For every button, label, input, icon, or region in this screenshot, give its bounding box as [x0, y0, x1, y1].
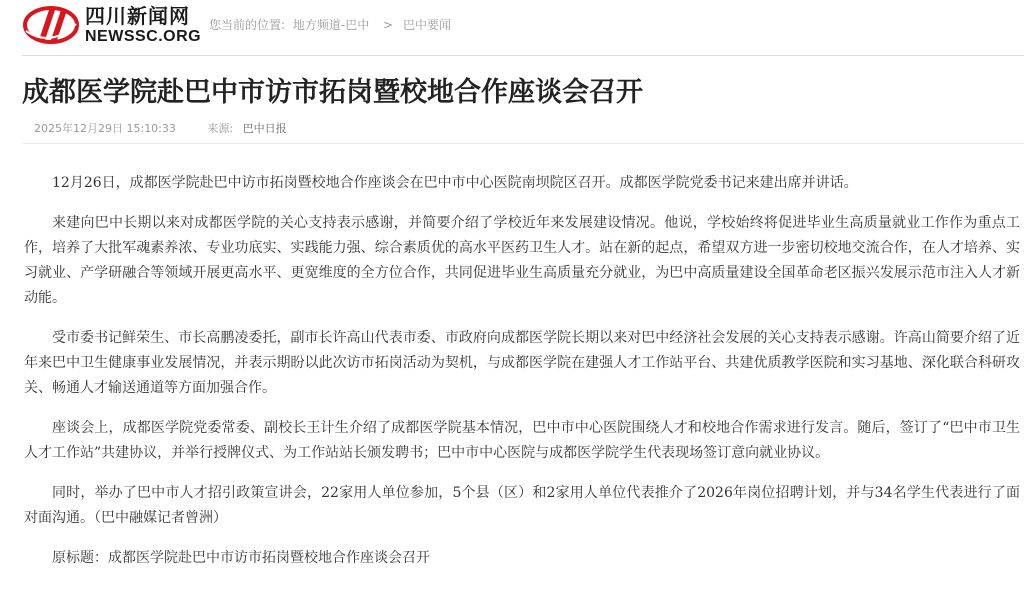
breadcrumb-item-channel[interactable]: 地方频道-巴中 [292, 18, 370, 32]
breadcrumb-separator: > [383, 18, 394, 32]
article-paragraph: 来建向巴中长期以来对成都医学院的关心支持表示感谢，并简要介绍了学校近年来发展建设情况。他说，学校始终将促进毕业生高质量就业工作作为重点工作，培养了大批军魂素养浓、专业功底实、实践能力强、综合素质优的高水平医药卫生人才。站在新的起点，希望双方进一步密切校地交流合作，在人才培养、实习就业、产学研融合等领域开展更高水平、更宽维度的全方位合作，共同促进毕业生高质量充分就业，为巴中高质量建设全国革命老区振兴发展示范市注入人才新动能。 [24, 215, 1020, 306]
header-divider [22, 55, 1024, 56]
logo-mark-icon [22, 4, 80, 46]
original-title: 原标题：成都医学院赴巴中市访市拓岗暨校地合作座谈会召开 [52, 550, 430, 566]
source-label: 来源: [207, 122, 234, 135]
breadcrumb-item-news[interactable]: 巴中要闻 [402, 18, 451, 32]
logo-text-cn: 四川新闻网 [85, 4, 190, 28]
article-title: 成都医学院赴巴中市访市拓岗暨校地合作座谈会召开 [22, 77, 643, 108]
site-header [0, 0, 1024, 56]
article-body [22, 171, 1022, 586]
article-paragraph: 座谈会上，成都医学院党委常委、副校长王计生介绍了成都医学院基本情况，巴中市中心医院围绕人才和校地合作需求进行发言。随后，签订了“巴中市卫生人才工作站”共建协议，并举行授牌仪式、为工作站站长颁发聘书；巴中市中心医院与成都医学院学生代表现场签订意向就业协议。 [24, 420, 1020, 461]
meta-divider [22, 143, 1024, 144]
breadcrumb-prefix: 您当前的位置: [209, 18, 286, 32]
site-logo[interactable] [22, 4, 207, 46]
article-paragraph: 同时，举办了巴中市人才招引政策宣讲会，22家用人单位参加，5个县（区）和2家用人单位代表推介了2026年岗位招聘计划，并与34名学生代表进行了面对面沟通。（巴中融媒记者曾洲） [24, 485, 1020, 526]
breadcrumb [209, 17, 455, 33]
article-meta [34, 122, 287, 136]
article-paragraph: 受市委书记鲜荣生、市长高鹏凌委托，副市长许高山代表市委、市政府向成都医学院长期以来对巴中经济社会发展的关心支持表示感谢。许高山简要介绍了近年来巴中卫生健康事业发展情况，并表示期盼以此次访市拓岗活动为契机，与成都医学院在建强人才工作站平台、共建优质教学医院和实习基地、深化联合科研攻关、畅通人才输送通道等方面加强合作。 [24, 330, 1020, 396]
article-paragraph: 12月26日，成都医学院赴巴中访市拓岗暨校地合作座谈会在巴中市中心医院南坝院区召开。成都医学院党委书记来建出席并讲话。 [52, 175, 858, 191]
publish-date: 2025年12月29日 15:10:33 [34, 122, 176, 135]
source-name: 巴中日报 [242, 122, 287, 135]
logo-text-en: NEWSSC.ORG [85, 28, 202, 45]
